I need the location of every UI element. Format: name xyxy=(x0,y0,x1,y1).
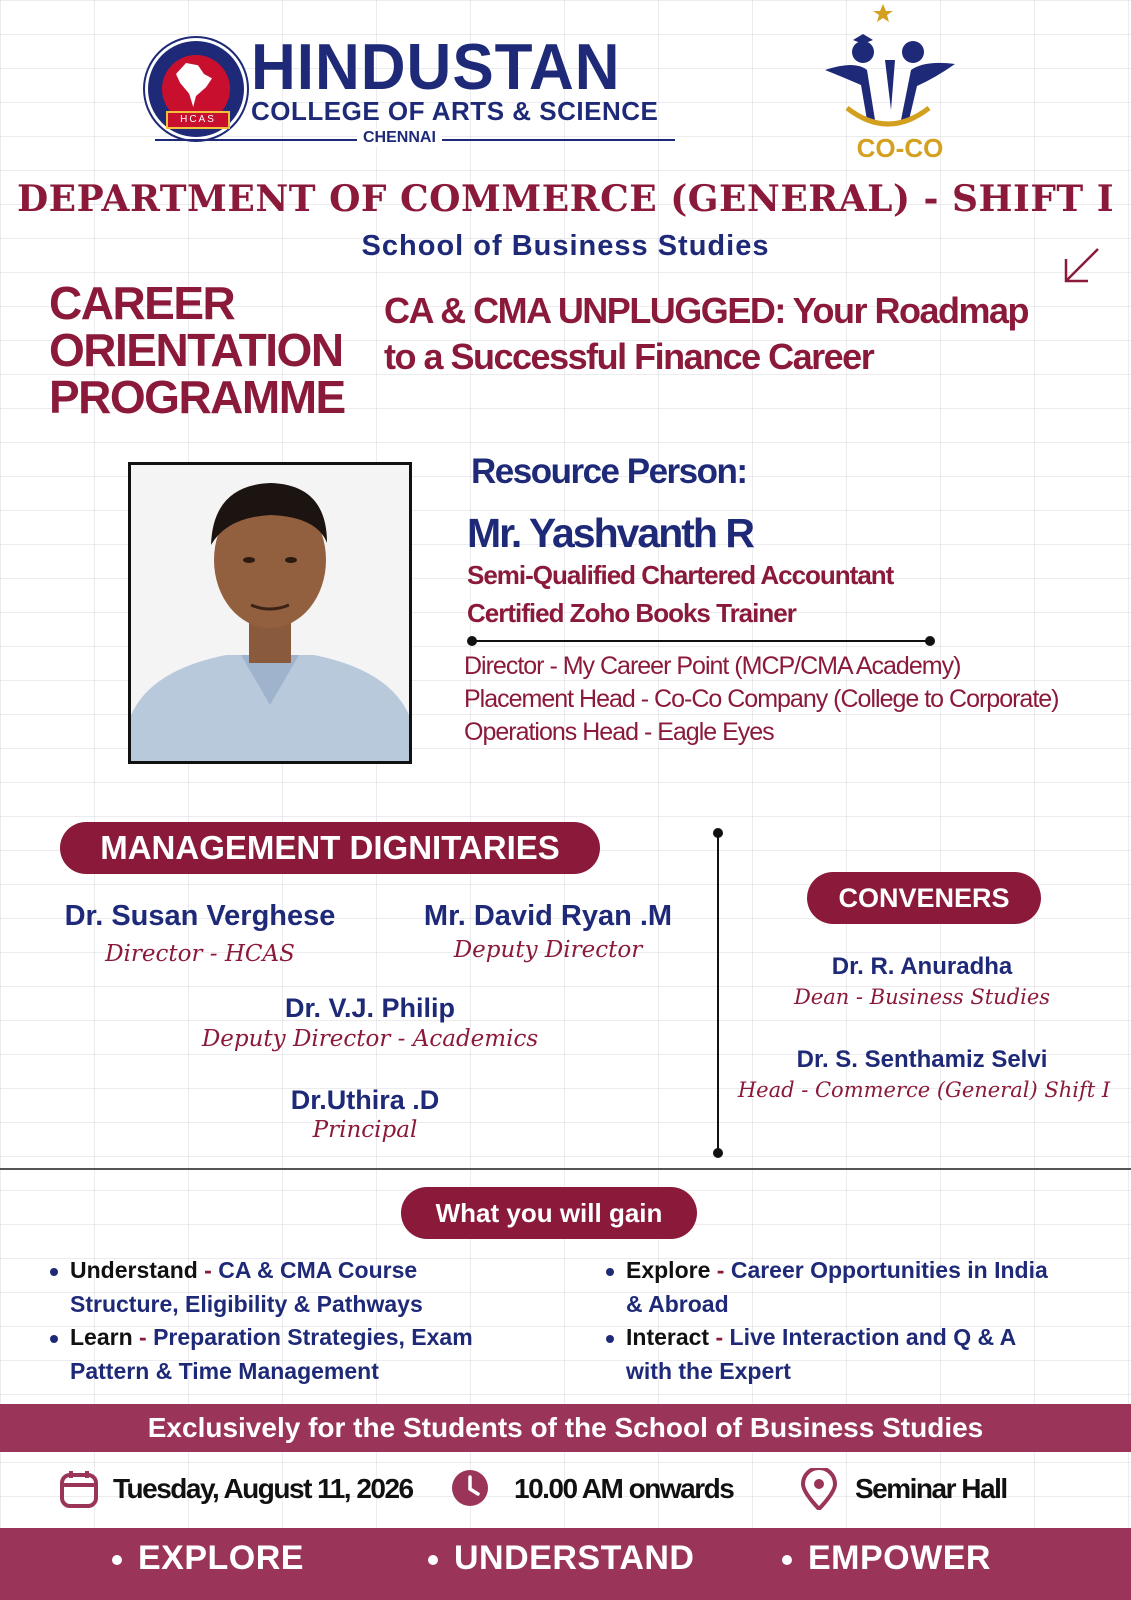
gain-lead: Explore xyxy=(626,1257,711,1283)
gain-item: Explore - Career Opportunities in India & Abroad xyxy=(606,1253,1106,1321)
coco-logo xyxy=(825,0,975,165)
programme-type-line: PROGRAMME xyxy=(49,371,345,423)
resource-person-qualification: Semi-Qualified Chartered Accountant xyxy=(467,560,894,590)
convener-name: Dr. R. Anuradha xyxy=(831,953,1013,980)
college-seal-icon xyxy=(145,38,247,140)
dignitary-role: Director - HCAS xyxy=(105,941,295,967)
divider xyxy=(717,832,719,1154)
topic-line: to a Successful Finance Career xyxy=(384,336,874,377)
event-venue: Seminar Hall xyxy=(855,1473,1007,1504)
programme-type-line: ORIENTATION xyxy=(49,324,343,376)
gain-text: CA & CMA Course xyxy=(218,1257,418,1283)
event-time: 10.00 AM onwards xyxy=(514,1473,734,1504)
gain-text: & Abroad xyxy=(626,1291,729,1317)
resource-person-role: Operations Head - Eagle Eyes xyxy=(464,718,774,746)
gain-text: with the Expert xyxy=(626,1358,791,1384)
resource-person-role: Placement Head - Co-Co Company (College to Corporate) xyxy=(464,685,1059,713)
resource-person-name: Mr. Yashvanth R xyxy=(467,510,753,556)
resource-person-qualification: Certified Zoho Books Trainer xyxy=(467,598,796,628)
gain-text: Structure, Eligibility & Pathways xyxy=(70,1291,423,1317)
school-title: School of Business Studies xyxy=(361,230,770,262)
dignitary-role: Principal xyxy=(312,1117,418,1143)
topic-line: CA & CMA UNPLUGGED: Your Roadmap xyxy=(384,290,1029,331)
gain-item: Understand - CA & CMA Course Structure, Eligibility & Pathways xyxy=(50,1253,550,1321)
college-city: CHENNAI xyxy=(357,129,442,147)
management-heading: MANAGEMENT DIGNITARIES xyxy=(60,822,600,874)
footer-keyword: EMPOWER xyxy=(782,1539,991,1578)
speaker-portrait-icon xyxy=(131,465,409,761)
resource-person-heading: Resource Person: xyxy=(471,452,747,491)
gain-lead: Learn xyxy=(70,1324,133,1350)
dignitary-role: Deputy Director xyxy=(453,937,643,963)
dignitary-role: Deputy Director - Academics xyxy=(201,1026,539,1052)
gain-lead: Interact xyxy=(626,1324,710,1350)
audience-band: Exclusively for the Students of the School of Business Studies xyxy=(0,1404,1131,1452)
dignitary-name: Dr. V.J. Philip xyxy=(284,993,456,1023)
resource-person-role: Director - My Career Point (MCP/CMA Academy) xyxy=(464,652,961,680)
gain-item: Learn - Preparation Strategies, Exam Pattern & Time Management xyxy=(50,1320,550,1388)
gain-text: Live Interaction and Q & A xyxy=(729,1324,1017,1350)
gain-lead: Understand xyxy=(70,1257,198,1283)
arrow-down-left-icon xyxy=(1062,245,1102,285)
coco-logo-text: CO-CO xyxy=(856,133,944,163)
event-date: Tuesday, August 11, 2026 xyxy=(113,1473,413,1504)
dignitary-name: Mr. David Ryan .M xyxy=(423,900,673,932)
divider xyxy=(0,1168,1131,1170)
divider xyxy=(471,640,931,642)
college-name: HINDUSTAN xyxy=(251,31,621,104)
footer-keyword: EXPLORE xyxy=(112,1539,304,1578)
location-pin-icon xyxy=(800,1468,838,1510)
gain-item: Interact - Live Interaction and Q & A with the Expert xyxy=(606,1320,1106,1388)
speaker-photo xyxy=(128,462,412,764)
gain-text: Pattern & Time Management xyxy=(70,1358,379,1384)
gain-text: Career Opportunities in India xyxy=(730,1257,1048,1283)
conveners-heading: CONVENERS xyxy=(807,872,1041,924)
college-logo xyxy=(145,31,675,153)
convener-role: Head - Commerce (General) Shift I xyxy=(737,1078,1111,1102)
footer-keyword: UNDERSTAND xyxy=(428,1539,694,1578)
coco-figures-icon xyxy=(825,0,975,135)
college-subtitle: COLLEGE OF ARTS & SCIENCE xyxy=(251,96,659,126)
convener-role: Dean - Business Studies xyxy=(793,985,1051,1009)
seal-text: HCAS xyxy=(166,111,230,129)
dignitary-name: Dr. Susan Verghese xyxy=(64,900,336,932)
department-title: DEPARTMENT OF COMMERCE (GENERAL) - SHIFT I xyxy=(16,178,1115,220)
dignitary-name: Dr.Uthira .D xyxy=(290,1085,440,1115)
gains-heading: What you will gain xyxy=(401,1187,697,1239)
programme-type xyxy=(49,277,345,423)
programme-type-line: CAREER xyxy=(49,277,235,329)
clock-icon xyxy=(451,1469,489,1507)
calendar-icon xyxy=(60,1470,98,1508)
programme-topic xyxy=(384,288,1084,380)
convener-name: Dr. S. Senthamiz Selvi xyxy=(796,1046,1048,1073)
gain-text: Preparation Strategies, Exam xyxy=(153,1324,473,1350)
